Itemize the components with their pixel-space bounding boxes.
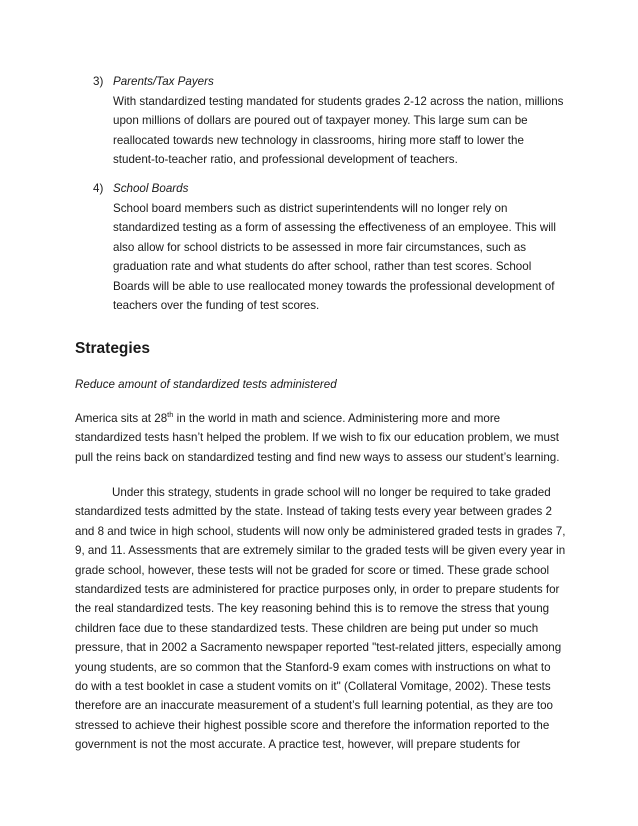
text-line: standardized tests admitted by the state. Instead of taking tests every year between grades 2 [75,505,552,519]
section-heading: Strategies [75,340,150,357]
text-line: and 8 and twice in high school, students will now only be administered graded tests in grades 7, [75,524,566,538]
text-line: also allow for school districts to be assessed in more fair circumstances, such as [113,240,527,254]
text-line: young students, are so common that the Stanford-9 exam comes with instructions on what to [75,660,551,674]
list-item-title: Parents/Tax Payers [113,75,214,88]
text-line: standardized tests hasn’t helped the problem. If we wish to fix our education problem, we must [75,431,559,445]
text-line: reallocated towards new technology in classrooms, hiring more staff to lower the [113,133,524,147]
list-item-title: School Boards [113,182,189,195]
superscript: th [167,410,174,419]
paragraph-strategy [75,483,575,755]
text-line: pressure, that in 2002 a Sacramento newspaper reported "test-related jitters, especially among [75,641,562,655]
text-line: stressed to achieve their highest possible score and therefore the information reported to the [75,718,550,732]
text-line: School board members such as district superintendents will no longer rely on [113,202,508,215]
list-number: 4) [93,182,104,195]
section-subheading: Reduce amount of standardized tests administered [75,378,337,391]
text-line: upon millions of dollars are poured out of taxpayer money. This large sum can be [113,114,528,128]
text-line: therefore are an inaccurate measurement of a student’s full learning potential, as they are too [75,699,553,713]
text-run: in the world in math and science. Administering more and more [173,412,501,425]
list-number: 3) [93,75,104,88]
text-line [75,409,575,428]
text-line: teachers over the funding of test scores. [113,299,320,313]
text-line: do with a test booklet in case a student vomits on it" (Collateral Vomitage, 2002). These tests [75,680,551,694]
text-line: 9, and 11. Assessments that are extremely similar to the graded tests will be given every year in [75,544,566,558]
text-line: standardized testing as a form of assessing the effectiveness of an employee. This will [113,221,556,235]
text-line: With standardized testing mandated for students grades 2-12 across the nation, millions [113,95,564,108]
text-line: children face due to these standardized tests. These children are being put under so much [75,621,539,635]
list-item-body [113,92,565,170]
paragraph-intro [75,409,575,467]
text-line: student-to-teacher ratio, and professional development of teachers. [113,153,458,167]
text-line: standardized tests are administered for practice purposes only, in order to prepare students for [75,583,560,597]
text-line: grade school, however, these tests will not be graded for score or timed. These grade school [75,563,550,577]
text-line: pull the reins back on standardized testing and find new ways to assess our student’s learning. [75,450,560,464]
text-run: America sits at 28 [75,412,168,425]
text-line: the real standardized tests. The key reasoning behind this is to remove the stress that young [75,602,550,616]
text-line: Boards will be able to use reallocated money towards the professional development of [113,279,555,293]
text-line: graduation rate and what students do after school, rather than test scores. School [113,260,532,274]
list-item-body [113,199,565,315]
text-line: government is not the most accurate. A practice test, however, will prepare students for [75,738,521,752]
text-line: Under this strategy, students in grade school will no longer be required to take graded [112,486,551,499]
